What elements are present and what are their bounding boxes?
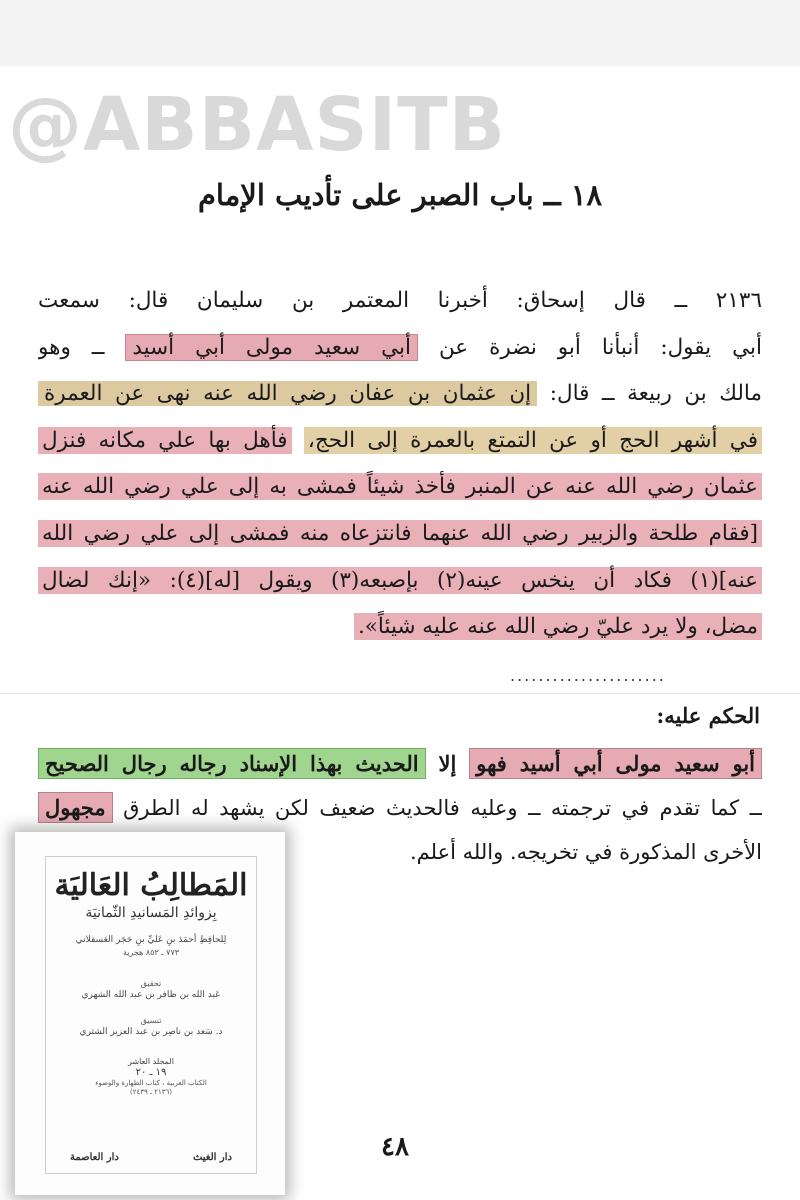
- divider: [0, 693, 800, 694]
- authenticity-highlight: الحديث بهذا الإسناد رجاله رجال الصحيح: [38, 748, 426, 779]
- narration-line-8: [38, 604, 762, 651]
- ruling-heading: الحكم عليه:: [656, 703, 760, 728]
- book-dates: ٧٧٣ ـ ٨٥٢ هجرية: [122, 948, 180, 957]
- narration-line-2: [38, 325, 762, 372]
- book-volume-range: (٢١٣٦ ـ ٢٤٣٩): [129, 1088, 173, 1096]
- matn-highlight-red: عنه](١) فكاد أن ينخس عينه(٢) بإصبعه(٣) ويقول [له](٤): «إنك لضال: [38, 567, 762, 594]
- unknown-narrator-highlight: مجهول: [38, 792, 113, 823]
- book-cover-card: [15, 832, 285, 1195]
- book-editor: عَبد الله بن ظافر بن عبد الله الشهري: [81, 990, 221, 1000]
- narration-line-5: [38, 464, 762, 511]
- book-cover: [45, 856, 257, 1174]
- narration-line-7: [38, 558, 762, 605]
- watermark: @ABBASITB: [8, 82, 507, 168]
- book-coordinator-label: تنسيق: [140, 1016, 162, 1025]
- matn-highlight-red: فأهل بها علي مكانه فنزل: [38, 427, 292, 454]
- matn-highlight-red: [فقام طلحة والزبير رضي الله عنهما فانتزعاه منه فمشى إلى علي رضي الله: [38, 520, 762, 547]
- page-number: ٤٨: [381, 1132, 409, 1162]
- book-volume-numbers: ١٩ ـ ٢٠: [135, 1067, 167, 1078]
- ruling-line-1: [38, 742, 762, 786]
- publisher-right: دار العاصمة: [70, 1152, 119, 1163]
- top-strip: [0, 0, 800, 66]
- book-coordinator: د. سَعد بن ناصِر بن عبد العزيز الشثري: [79, 1027, 223, 1037]
- narration-line-1: [38, 278, 762, 325]
- ruling-word: ــ كما تقدم في ترجمته ــ وعليه فالحديث ضعيف لكن يشهد له الطرق: [123, 796, 762, 820]
- book-author: لِلحافِظِ أحمَدَ بنِ عَليِّ بنِ حَجَر العَسقلاني: [75, 935, 227, 945]
- book-publishers: [46, 1152, 256, 1163]
- narration-text: ــ وهو: [38, 334, 105, 360]
- dotted-separator: ......................: [510, 666, 666, 685]
- narrator-highlight: أبو سعيد مولى أبي أسيد فهو: [469, 748, 762, 779]
- book-title: المَطالِبُ العَاليَة: [54, 868, 248, 903]
- book-volume-contents: الكتاب العربية ، كتاب الطهارة والوضوء: [95, 1079, 207, 1087]
- matn-highlight-gold: إن عثمان بن عفان رضي الله عنه نهى عن العمرة: [38, 381, 537, 406]
- book-subtitle: بِزوائدِ المَسانيدِ الثّمانيَة: [85, 905, 217, 921]
- ruling-word: إلا: [438, 751, 457, 776]
- narration-line-4: [38, 418, 762, 465]
- chapter-title: ١٨ ــ باب الصبر على تأديب الإمام: [197, 178, 603, 212]
- book-editor-label: تحقيق: [140, 979, 162, 988]
- narration-text: مالك بن ربيعة ــ قال:: [549, 381, 762, 407]
- ruling-line-2: [38, 786, 762, 830]
- matn-highlight-gold: في أشهر الحج أو عن التمتع بالعمرة إلى الحج،: [304, 427, 762, 454]
- hadith-narration: [38, 278, 762, 651]
- book-volume-label: المجلد العاشر: [128, 1057, 174, 1066]
- narration-line-6: [38, 511, 762, 558]
- narration-text: ٢١٣٦ ــ قال إسحاق: أخبرنا المعتمر بن سليمان قال: سمعت: [38, 288, 762, 313]
- narration-text: أبي يقول: أنبأنا أبو نضرة عن: [438, 334, 762, 360]
- ruling-word: الأخرى المذكورة في تخريجه. والله أعلم.: [410, 840, 762, 864]
- matn-highlight-red: مضل، ولا يرد عليّ رضي الله عنه عليه شيئاً».: [354, 613, 762, 640]
- publisher-left: دار الغيث: [192, 1152, 232, 1163]
- narration-line-3: [38, 371, 762, 418]
- matn-highlight-red: عثمان رضي الله عنه عن المنبر فأخذ شيئاً فمشى به إلى علي رضي الله عنه: [38, 473, 762, 500]
- narrator-highlight: أبي سعيد مولى أبي أسيد: [125, 334, 418, 361]
